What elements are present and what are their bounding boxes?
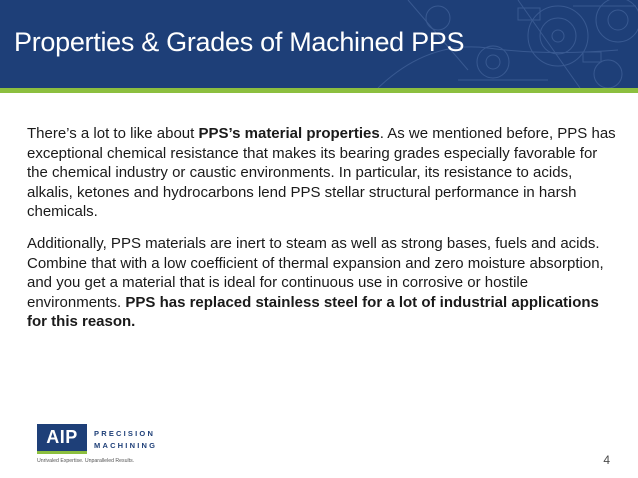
logo-accent-bar	[37, 451, 87, 454]
paragraph-2	[27, 234, 617, 332]
slide-body	[27, 124, 617, 332]
header-accent-bar	[0, 88, 638, 93]
paragraph-2-text: Additionally, PPS materials are inert to steam as well as strong bases, fuels and acids. Combine that with a low coefficient of thermal expansion and zero moisture absorption, and you get a material that is ideal for continuous use in corrosive or hostile environments.	[27, 234, 604, 311]
slide-header	[0, 0, 638, 88]
paragraph-1-text-end: . As we mentioned before, PPS has exceptional chemical resistance that makes its bearing grades especially favorable for the chemical industry or caustic environments. In particular, its resistance to acids, alkalis, ketones and hydrocarbons lend PPS stellar structural performance in harsh chemicals.	[27, 125, 616, 221]
logo-tagline: Unrivaled Expertise. Unparalleled Results.	[37, 458, 135, 464]
paragraph-1	[27, 124, 617, 222]
logo-word-machining: MACHINING	[94, 441, 158, 450]
paragraph-1-text: There’s a lot to like about	[27, 125, 199, 142]
logo-word-precision: PRECISION	[94, 429, 156, 438]
company-logo	[37, 424, 207, 466]
paragraph-1-emphasis: PPS’s material properties	[198, 125, 380, 142]
page-number: 4	[603, 453, 610, 467]
slide-title: Properties & Grades of Machined PPS	[14, 27, 465, 57]
paragraph-2-emphasis: PPS has replaced stainless steel for a lot of industrial applications for this reason.	[27, 293, 599, 331]
logo-mark: AIP	[37, 424, 87, 451]
